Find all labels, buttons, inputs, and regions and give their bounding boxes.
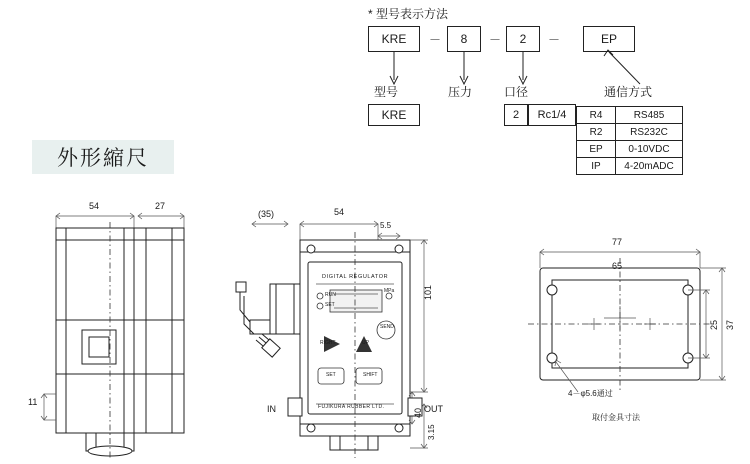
model-code-port-code: 2 <box>504 104 528 126</box>
front-view-dim-54: 54 <box>334 207 345 217</box>
model-code-caption-2: 压力 <box>448 85 473 99</box>
side-view-dim-54: 54 <box>89 201 100 211</box>
front-view-dim-3-15: 3.15 <box>427 424 436 440</box>
model-code-caption-3: 口径 <box>504 85 529 99</box>
panel-brand-label: DIGITAL REGULATOR <box>322 274 389 280</box>
comm-desc: RS485 <box>616 107 683 124</box>
front-view-port-in: IN <box>267 404 276 414</box>
comm-desc: RS232C <box>616 124 683 141</box>
comm-code: R2 <box>577 124 616 141</box>
model-code-segment-1: KRE <box>368 26 420 52</box>
front-view-dim-101: 101 <box>423 284 433 300</box>
front-view-dim-40: 40 <box>413 407 423 418</box>
model-code-segment-3: 2 <box>506 26 540 52</box>
panel-button-shift[interactable]: SHIFT <box>363 372 378 378</box>
bracket-view-dim-25: 25 <box>709 319 719 330</box>
model-code-separator-2: － <box>489 33 502 47</box>
panel-maker-label: FUJIKURA RUBBER LTD. <box>318 404 385 410</box>
comm-desc: 0-10VDC <box>616 141 683 158</box>
bracket-view-dim-65: 65 <box>612 261 623 271</box>
model-code-caption-4: 通信方式 <box>604 85 653 99</box>
bracket-view-dim-37: 37 <box>725 319 735 330</box>
model-code-port-thread: Rc1/4 <box>528 104 576 126</box>
drawing-title-label: 外形縮尺 <box>57 147 149 170</box>
front-view-dim-35: (35) <box>258 209 275 219</box>
panel-indicator-run: RUN <box>325 292 336 298</box>
model-code-segment-4: EP <box>583 26 635 52</box>
panel-unit-mpa: MPa <box>384 288 395 294</box>
comm-desc: 4-20mADC <box>616 158 683 175</box>
panel-unit-send: SEND <box>380 324 394 330</box>
model-code-note: * 型号表示方法 <box>368 7 449 21</box>
side-view-dim-11: 11 <box>28 397 38 407</box>
side-view-dim-27: 27 <box>155 201 166 211</box>
bracket-mount-note: 取付金具寸法 <box>592 413 640 422</box>
bracket-hole-note: 4－φ5.6通过 <box>568 389 613 398</box>
comm-code: EP <box>577 141 616 158</box>
bracket-view-dim-77: 77 <box>612 237 623 247</box>
panel-button-up[interactable]: UP <box>362 340 369 346</box>
panel-indicator-set: SET <box>325 302 335 308</box>
comm-code: R4 <box>577 107 616 124</box>
model-code-type-box: KRE <box>368 104 420 126</box>
panel-button-set[interactable]: SET <box>326 372 336 378</box>
panel-button-right[interactable]: RIGHT <box>320 340 336 346</box>
model-code-caption-1: 型号 <box>374 85 399 99</box>
front-view-port-out: OUT <box>424 404 443 414</box>
model-code-segment-2: 8 <box>447 26 481 52</box>
model-code-separator-1: － <box>429 33 442 47</box>
model-code-separator-3: － <box>548 33 561 47</box>
comm-code: IP <box>577 158 616 175</box>
front-view-dim-5-5: 5.5 <box>380 221 392 230</box>
